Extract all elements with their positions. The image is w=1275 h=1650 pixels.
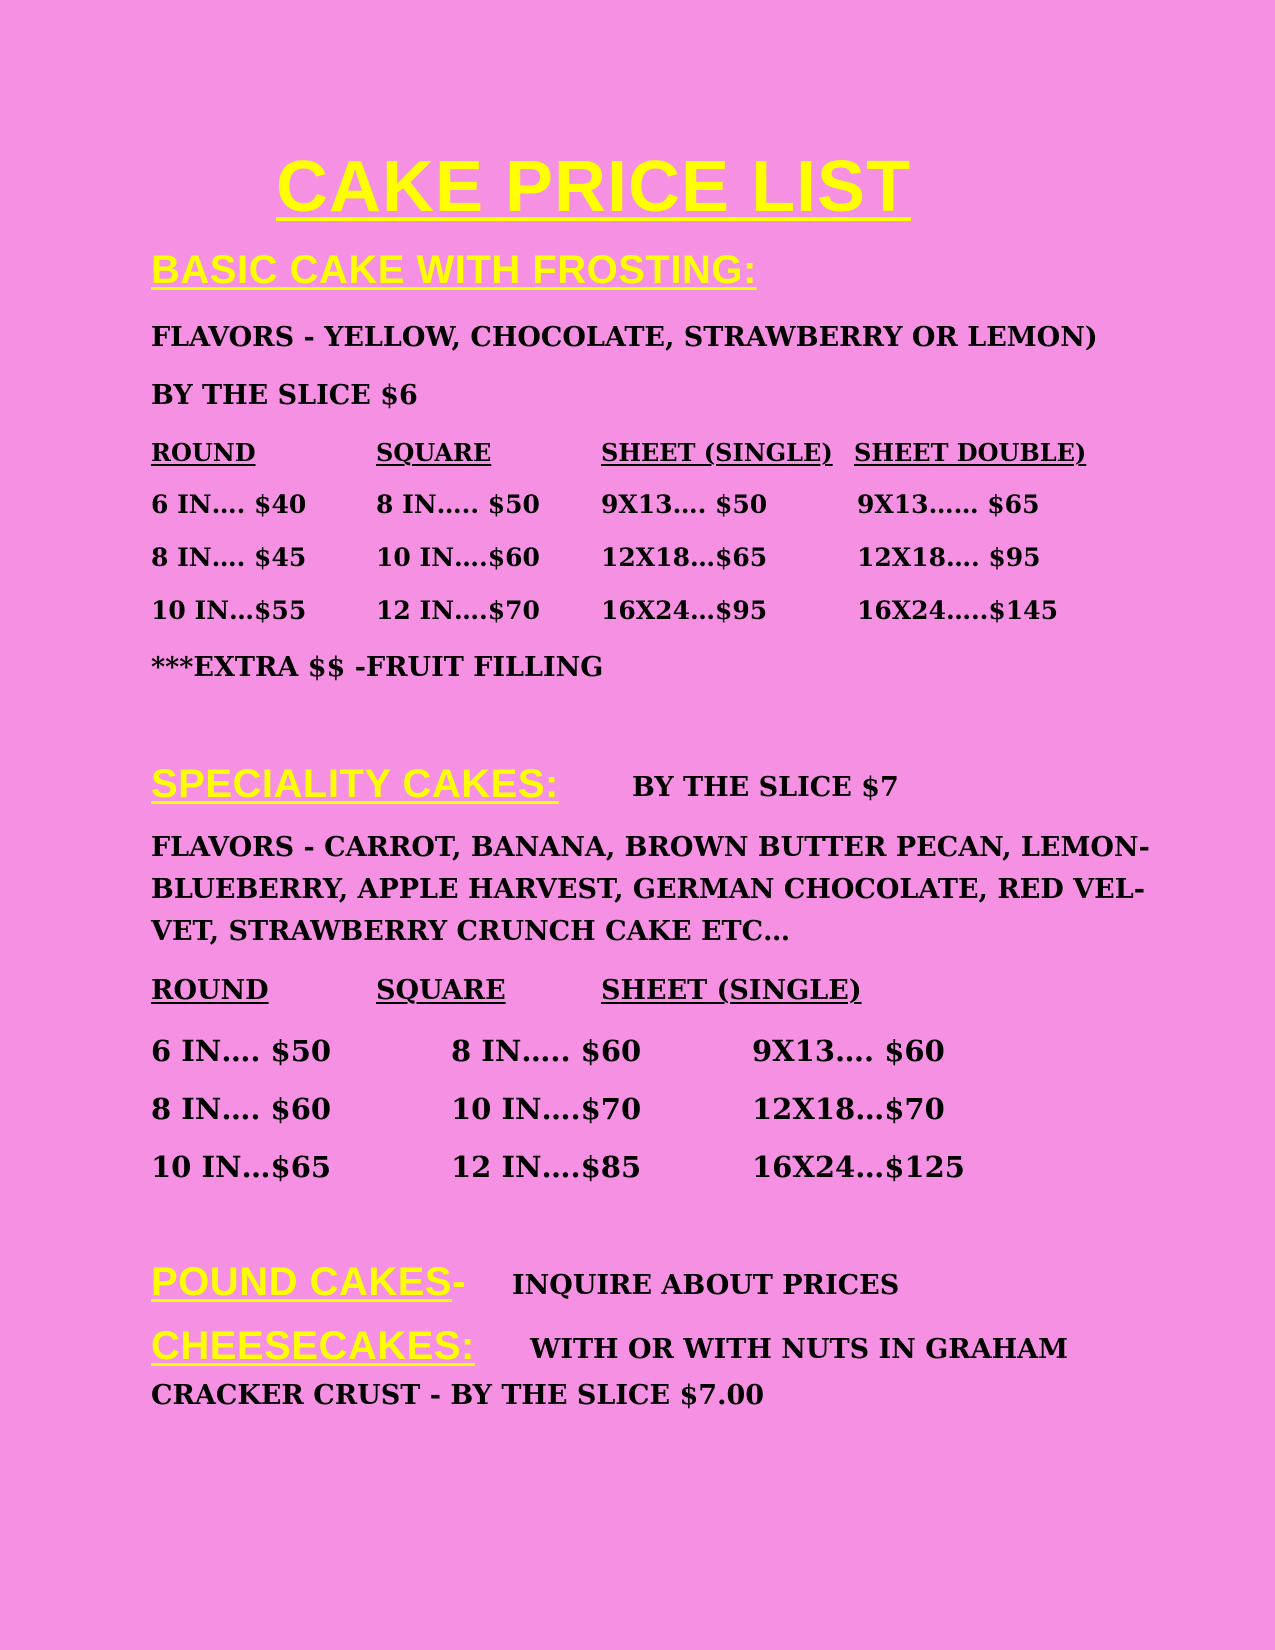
basic-sheet-single-row-3: 16X24…$95 xyxy=(601,596,768,625)
basic-sheet-double-row-2: 12X18…. $95 xyxy=(857,543,1041,572)
cheesecakes-note-line-1: WITH OR WITH NUTS IN GRAHAM xyxy=(530,1334,1068,1365)
basic-col-sheet-double: SHEET DOUBLE) xyxy=(854,438,1087,467)
speciality-col-square: SQUARE xyxy=(376,975,506,1006)
page-title: CAKE PRICE LIST xyxy=(276,147,912,227)
speciality-flavors-line-1: FLAVORS - CARROT, BANANA, BROWN BUTTER PECAN, LEMON- xyxy=(151,832,1150,863)
basic-round-row-3: 10 IN…$55 xyxy=(151,596,307,625)
basic-cake-heading: BASIC CAKE WITH FROSTING: xyxy=(151,248,757,292)
speciality-round-row-1: 6 IN…. $50 xyxy=(151,1034,332,1068)
basic-round-row-2: 8 IN…. $45 xyxy=(151,543,307,572)
basic-col-square: SQUARE xyxy=(376,438,492,467)
basic-sheet-double-row-3: 16X24…..$145 xyxy=(857,596,1058,625)
speciality-sheet-row-3: 16X24…$125 xyxy=(752,1150,965,1184)
speciality-round-row-3: 10 IN…$65 xyxy=(151,1150,332,1184)
pound-cakes-dash: - xyxy=(452,1260,466,1304)
pound-cakes-line xyxy=(151,1260,466,1305)
basic-col-round: ROUND xyxy=(151,438,256,467)
basic-round-row-1: 6 IN…. $40 xyxy=(151,490,307,519)
speciality-heading: SPECIALITY CAKES: xyxy=(151,762,559,806)
cheesecakes-heading: CHEESECAKES: xyxy=(151,1324,475,1368)
basic-sheet-double-row-1: 9X13…… $65 xyxy=(857,490,1040,519)
basic-square-row-3: 12 IN….$70 xyxy=(376,596,540,625)
pound-cakes-note: INQUIRE ABOUT PRICES xyxy=(512,1270,900,1301)
speciality-flavors-line-2: BLUEBERRY, APPLE HARVEST, GERMAN CHOCOLATE, RED VEL- xyxy=(151,874,1145,905)
pound-cakes-heading: POUND CAKES xyxy=(151,1260,453,1304)
cheesecakes-note-line-2: CRACKER CRUST - BY THE SLICE $7.00 xyxy=(151,1380,765,1411)
speciality-square-row-1: 8 IN….. $60 xyxy=(451,1034,642,1068)
speciality-round-row-2: 8 IN…. $60 xyxy=(151,1092,332,1126)
basic-slice-price: BY THE SLICE $6 xyxy=(151,380,418,411)
fruit-filling-note: ***EXTRA $$ -FRUIT FILLING xyxy=(151,652,604,683)
basic-sheet-single-row-1: 9X13…. $50 xyxy=(601,490,768,519)
speciality-sheet-row-2: 12X18…$70 xyxy=(752,1092,945,1126)
basic-square-row-1: 8 IN….. $50 xyxy=(376,490,540,519)
basic-square-row-2: 10 IN….$60 xyxy=(376,543,540,572)
basic-col-sheet-single: SHEET (SINGLE) xyxy=(601,438,833,467)
speciality-sheet-row-1: 9X13…. $60 xyxy=(752,1034,945,1068)
speciality-square-row-2: 10 IN….$70 xyxy=(451,1092,642,1126)
speciality-col-round: ROUND xyxy=(151,975,269,1006)
speciality-flavors-line-3: VET, STRAWBERRY CRUNCH CAKE ETC… xyxy=(151,916,791,947)
basic-sheet-single-row-2: 12X18…$65 xyxy=(601,543,768,572)
basic-flavors-text: FLAVORS - YELLOW, CHOCOLATE, STRAWBERRY OR LEMON) xyxy=(151,322,1098,353)
speciality-square-row-3: 12 IN….$85 xyxy=(451,1150,642,1184)
speciality-col-sheet-single: SHEET (SINGLE) xyxy=(601,975,862,1006)
speciality-slice-price: BY THE SLICE $7 xyxy=(632,772,899,803)
